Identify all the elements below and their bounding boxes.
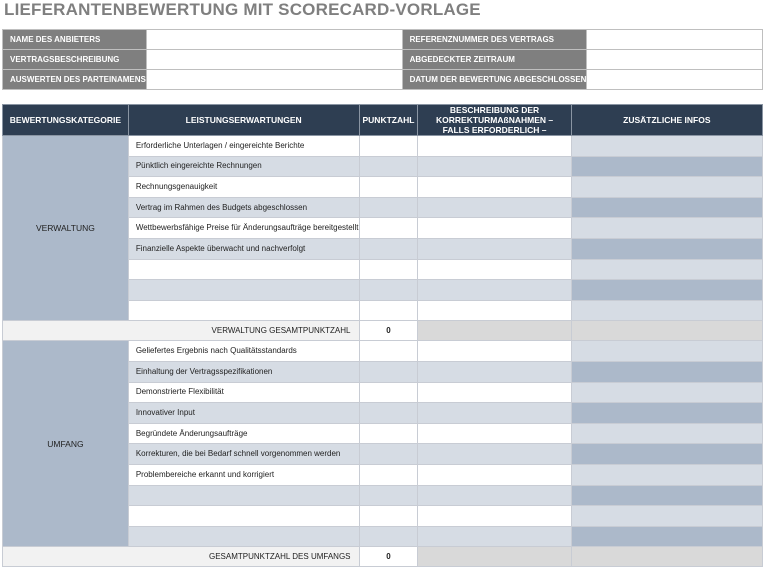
additional-info-cell[interactable] (571, 526, 762, 547)
corrective-action-cell[interactable] (418, 197, 571, 218)
additional-info-cell[interactable] (571, 506, 762, 527)
total-value: 0 (359, 547, 418, 567)
corrective-action-cell[interactable] (418, 444, 571, 465)
header-category: BEWERTUNGSKATEGORIE (3, 105, 129, 136)
expectation-cell: Rechnungsgenauigkeit (128, 177, 359, 198)
score-input-cell[interactable] (359, 218, 418, 239)
additional-info-cell[interactable] (571, 403, 762, 424)
expectation-cell: Pünktlich eingereichte Rechnungen (128, 156, 359, 177)
scorecard-header-row (3, 105, 763, 136)
expectation-cell: Wettbewerbsfähige Preise für Änderungsaufträge bereitgestellt (128, 218, 359, 239)
expectation-cell: Korrekturen, die bei Bedarf schnell vorgenommen werden (128, 444, 359, 465)
expectation-cell: Begründete Änderungsaufträge (128, 423, 359, 444)
category-label: VERWALTUNG (3, 136, 129, 321)
corrective-action-cell[interactable] (418, 341, 571, 362)
score-input-cell[interactable] (359, 485, 418, 506)
corrective-action-cell[interactable] (418, 238, 571, 259)
additional-info-cell[interactable] (571, 177, 762, 198)
score-input-cell[interactable] (359, 156, 418, 177)
vendor-info-table (2, 29, 763, 90)
additional-info-cell[interactable] (571, 423, 762, 444)
additional-info-cell[interactable] (571, 136, 762, 157)
header-points: PUNKTZAHL (359, 105, 418, 136)
corrective-action-cell[interactable] (418, 485, 571, 506)
total-row (3, 547, 763, 567)
additional-info-cell[interactable] (571, 280, 762, 301)
info-value-field[interactable] (587, 50, 763, 70)
total-spacer (418, 547, 571, 567)
corrective-action-cell[interactable] (418, 259, 571, 280)
score-input-cell[interactable] (359, 526, 418, 547)
expectation-cell (128, 506, 359, 527)
expectation-cell: Geliefertes Ergebnis nach Qualitätsstandards (128, 341, 359, 362)
page-title: LIEFERANTENBEWERTUNG MIT SCORECARD-VORLAGE (4, 0, 481, 19)
expectation-cell: Erforderliche Unterlagen / eingereichte Berichte (128, 136, 359, 157)
score-input-cell[interactable] (359, 177, 418, 198)
additional-info-cell[interactable] (571, 444, 762, 465)
info-value-field[interactable] (146, 30, 402, 50)
expectation-cell: Einhaltung der Vertragsspezifikationen (128, 361, 359, 382)
total-value: 0 (359, 321, 418, 341)
score-input-cell[interactable] (359, 136, 418, 157)
corrective-action-cell[interactable] (418, 464, 571, 485)
expectation-cell: Problembereiche erkannt und korrigiert (128, 464, 359, 485)
score-input-cell[interactable] (359, 464, 418, 485)
total-spacer (571, 547, 762, 567)
corrective-action-cell[interactable] (418, 218, 571, 239)
additional-info-cell[interactable] (571, 238, 762, 259)
corrective-action-cell[interactable] (418, 506, 571, 527)
additional-info-cell[interactable] (571, 341, 762, 362)
header-expectations: LEISTUNGSERWARTUNGEN (128, 105, 359, 136)
expectation-cell (128, 259, 359, 280)
expectation-cell (128, 280, 359, 301)
score-input-cell[interactable] (359, 382, 418, 403)
corrective-action-cell[interactable] (418, 361, 571, 382)
score-input-cell[interactable] (359, 361, 418, 382)
info-label: AUSWERTEN DES PARTEINAMENS (3, 70, 147, 90)
score-input-cell[interactable] (359, 197, 418, 218)
corrective-action-cell[interactable] (418, 423, 571, 444)
expectation-cell: Demonstrierte Flexibilität (128, 382, 359, 403)
info-row (3, 50, 763, 70)
info-label: NAME DES ANBIETERS (3, 30, 147, 50)
additional-info-cell[interactable] (571, 382, 762, 403)
expectation-cell: Vertrag im Rahmen des Budgets abgeschlossen (128, 197, 359, 218)
expectation-cell (128, 300, 359, 321)
corrective-action-cell[interactable] (418, 526, 571, 547)
header-corrective-actions: BESCHREIBUNG DER KORREKTURMAßNAHMEN – FALLS ERFORDERLICH – (418, 105, 571, 136)
corrective-action-cell[interactable] (418, 382, 571, 403)
table-row (3, 341, 763, 362)
score-input-cell[interactable] (359, 280, 418, 301)
score-input-cell[interactable] (359, 444, 418, 465)
corrective-action-cell[interactable] (418, 300, 571, 321)
additional-info-cell[interactable] (571, 300, 762, 321)
scorecard-table (2, 104, 763, 567)
score-input-cell[interactable] (359, 423, 418, 444)
info-label: ABGEDECKTER ZEITRAUM (402, 50, 587, 70)
total-spacer (418, 321, 571, 341)
total-label: GESAMTPUNKTZAHL DES UMFANGS (3, 547, 360, 567)
score-input-cell[interactable] (359, 403, 418, 424)
score-input-cell[interactable] (359, 238, 418, 259)
info-label: REFERENZNUMMER DES VERTRAGS (402, 30, 587, 50)
info-value-field[interactable] (587, 30, 763, 50)
score-input-cell[interactable] (359, 259, 418, 280)
corrective-action-cell[interactable] (418, 280, 571, 301)
score-input-cell[interactable] (359, 341, 418, 362)
total-label: VERWALTUNG GESAMTPUNKTZAHL (3, 321, 360, 341)
info-value-field[interactable] (146, 70, 402, 90)
score-input-cell[interactable] (359, 300, 418, 321)
corrective-action-cell[interactable] (418, 156, 571, 177)
additional-info-cell[interactable] (571, 197, 762, 218)
total-spacer (571, 321, 762, 341)
corrective-action-cell[interactable] (418, 136, 571, 157)
info-row (3, 30, 763, 50)
expectation-cell (128, 526, 359, 547)
header-additional-info: ZUSÄTZLICHE INFOS (571, 105, 762, 136)
additional-info-cell[interactable] (571, 156, 762, 177)
info-label: DATUM DER BEWERTUNG ABGESCHLOSSEN (402, 70, 587, 90)
table-row (3, 136, 763, 157)
corrective-action-cell[interactable] (418, 403, 571, 424)
info-row (3, 70, 763, 90)
additional-info-cell[interactable] (571, 218, 762, 239)
info-label: VERTRAGSBESCHREIBUNG (3, 50, 147, 70)
total-row (3, 321, 763, 341)
expectation-cell: Innovativer Input (128, 403, 359, 424)
additional-info-cell[interactable] (571, 361, 762, 382)
category-label: UMFANG (3, 341, 129, 547)
score-input-cell[interactable] (359, 506, 418, 527)
additional-info-cell[interactable] (571, 485, 762, 506)
info-value-field[interactable] (587, 70, 763, 90)
additional-info-cell[interactable] (571, 259, 762, 280)
expectation-cell (128, 485, 359, 506)
expectation-cell: Finanzielle Aspekte überwacht und nachverfolgt (128, 238, 359, 259)
info-value-field[interactable] (146, 50, 402, 70)
additional-info-cell[interactable] (571, 464, 762, 485)
corrective-action-cell[interactable] (418, 177, 571, 198)
